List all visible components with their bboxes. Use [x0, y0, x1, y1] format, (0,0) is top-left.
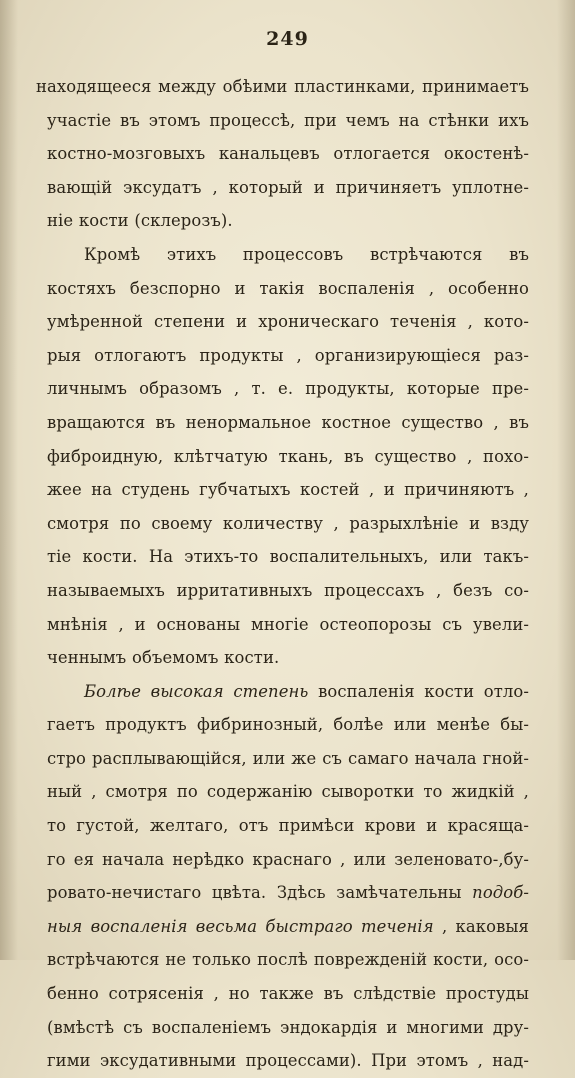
text-line: называемыхъ ирритативныхъ процессахъ , безъ со- [47, 580, 529, 600]
text-line: гими эксудативными процессами). При этомъ , над- [47, 1051, 529, 1071]
text-line: жее на студень губчатыхъ костей , и причиняютъ , [47, 480, 529, 500]
text-line: находящееся между обѣими пластинками, принимаетъ [36, 77, 529, 96]
body-text [36, 70, 529, 1078]
text-line: тіе кости. На этихъ-то воспалительныхъ, или такъ- [47, 547, 529, 567]
text-fragment: ровато-нечистаго цвѣта. Здѣсь замѣчательны [47, 883, 473, 903]
text-line [36, 910, 529, 944]
text-line: умѣренной степени и хроническаго теченія , кото- [47, 312, 529, 332]
text-line: смотря по своему количеству , разрыхлѣніе и взду [47, 513, 529, 533]
text-line: мнѣнія , и основаны многіе остеопорозы съ увели- [47, 614, 529, 634]
text-line: вращаются въ ненормальное костное существо , въ [47, 412, 529, 432]
paragraph-first-line: Кромѣ этихъ процессовъ встрѣчаются въ [84, 244, 529, 264]
text-line: стро расплывающійся, или же съ самаго начала гной- [47, 748, 529, 768]
text-line: то густой, желтаго, отъ примѣси крови и красяща- [47, 816, 529, 836]
text-line: гаетъ продуктъ фибринозный, болѣе или менѣе бы- [47, 715, 529, 735]
text-line: встрѣчаются не только послѣ поврежденій кости, осо- [47, 950, 529, 970]
text-line: личнымъ образомъ , т. е. продукты, которые пре- [47, 379, 529, 399]
text-line: рыя отлогаютъ продукты , организирующіеся раз- [47, 345, 529, 365]
text-line: участіе въ этомъ процессѣ, при чемъ на стѣнки ихъ [47, 110, 529, 130]
text-line: вающій эксудатъ , который и причиняетъ уплотне- [47, 177, 529, 197]
text-line: бенно сотрясенія , но также въ слѣдствіе простуды [47, 984, 529, 1004]
text-line: ченнымъ объемомъ кости. [47, 648, 280, 668]
text-fragment: воспаленія кости отло- [308, 681, 529, 701]
text-line: ніе кости (склерозъ). [47, 211, 233, 231]
text-line: костяхъ безспорно и такія воспаленія , особенно [47, 278, 529, 298]
italic-phrase: Болѣе высокая степень [84, 681, 309, 701]
text-line: костно-мозговыхъ канальцевъ отлогается окостенѣ- [47, 144, 529, 164]
text-line: (вмѣстѣ съ воспаленіемъ эндокардія и многими дру- [47, 1017, 529, 1037]
page-right-edge-shadow [557, 0, 575, 960]
text-fragment: , каковыя [433, 916, 529, 936]
paragraph-first-line [36, 675, 529, 709]
text-line [36, 876, 529, 910]
italic-phrase: подоб- [472, 883, 529, 903]
text-line: ный , смотря по содержанію сыворотки то жидкій , [47, 782, 529, 802]
page-left-edge-shadow [0, 0, 18, 960]
page-number: 249 [266, 28, 309, 50]
italic-phrase: ныя воспаленія весьма быстраго теченія [47, 916, 434, 936]
text-line: фиброидную, клѣтчатую ткань, въ существо , похо- [47, 446, 529, 466]
text-line: го ея начала нерѣдко краснаго , или зеленовато-,бу- [47, 849, 529, 869]
